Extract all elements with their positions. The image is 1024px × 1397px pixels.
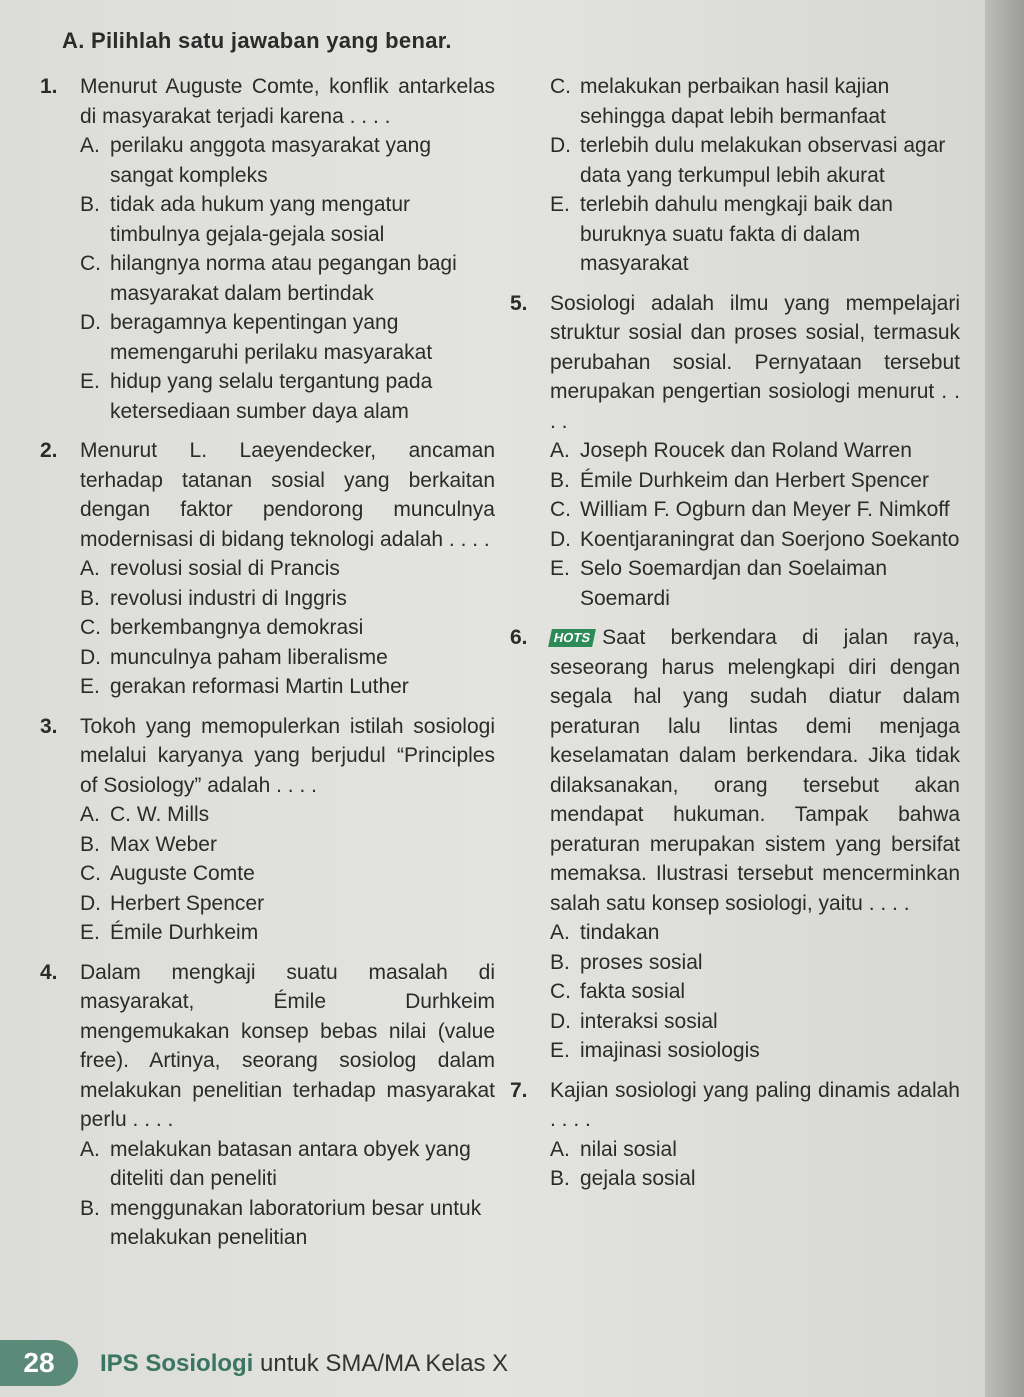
answer-option[interactable] [80,859,495,889]
answer-option[interactable] [550,948,960,978]
option-letter: A. [80,1137,100,1161]
page-footer [0,1338,990,1388]
option-letter: E. [550,193,570,216]
answer-option[interactable] [80,918,495,948]
option-letter: B. [550,468,570,492]
option-letter: C. [550,498,571,521]
answer-option[interactable] [550,131,960,190]
option-text: menggunakan laboratorium besar untuk melakukan penelitian [110,1196,482,1249]
option-text: imajinasi sosiologis [580,1039,760,1062]
answer-option[interactable] [80,367,495,426]
option-text: fakta sosial [580,980,686,1003]
page-number: 28 [0,1340,78,1386]
hots-badge: HOTS [548,629,596,647]
option-letter: B. [80,193,100,216]
option-text: perilaku anggota masyarakat yang sangat kompleks [110,134,432,187]
option-text: munculnya paham liberalisme [110,645,388,669]
answer-option[interactable] [80,830,495,860]
option-text: terlebih dahulu mengkaji baik dan buruknya suatu fakta di dalam masyarakat [580,193,893,275]
option-letter: A. [550,439,570,462]
question-number: 1. [40,75,58,98]
option-letter: E. [80,370,100,393]
option-text: revolusi industri di Inggris [110,586,347,610]
option-letter: C. [80,252,101,275]
answer-option[interactable] [80,131,495,190]
option-text: Koentjaraningrat dan Soerjono Soekanto [580,527,960,551]
question-stem: Sosiologi adalah ilmu yang mempelajari struktur sosial dan proses sosial, termasuk perubahan sosial. Pernyataan tersebut merupakan pengertian sosiologi menurut . . . . [550,291,960,433]
question-text [80,72,495,131]
book-title-bold: IPS Sosiologi [100,1350,254,1377]
option-letter: A. [550,1137,570,1161]
question-1-continued-options [510,72,960,279]
option-text: Max Weber [110,832,217,856]
option-letter: C. [550,75,571,98]
option-text: Selo Soemardjan dan Soelaiman Soemardi [580,557,888,610]
option-letter: E. [550,557,570,580]
option-text: revolusi sosial di Prancis [110,557,340,580]
section-title: A. Pilihlah satu jawaban yang benar. [62,28,452,53]
option-text: tindakan [580,921,660,944]
answer-option[interactable] [550,977,960,1007]
option-letter: D. [550,1009,571,1033]
answer-option[interactable] [80,190,495,249]
question-text [80,958,495,1135]
option-letter: A. [80,134,100,157]
answer-option[interactable] [80,584,495,614]
option-letter: E. [80,675,100,698]
question-text [550,623,960,918]
answer-option[interactable] [80,643,495,673]
question [40,436,495,702]
answer-option[interactable] [550,436,960,466]
option-letter: C. [80,862,101,885]
question-text [550,289,960,437]
book-title [100,1350,508,1378]
option-text: Auguste Comte [110,862,255,885]
answer-option[interactable] [550,1164,960,1194]
option-text: tidak ada hukum yang mengatur timbulnya gejala-gejala sosial [110,193,411,246]
option-text: melakukan perbaikan hasil kajian sehingga dapat lebih bermanfaat [580,75,890,128]
option-text: Émile Durhkeim dan Herbert Spencer [580,468,929,492]
option-text: hidup yang selalu tergantung pada ketersediaan sumber daya alam [110,370,433,423]
option-letter: D. [550,134,571,157]
answer-option[interactable] [80,1135,495,1194]
option-text: berkembangnya demokrasi [110,616,364,639]
question-number: 3. [40,714,58,738]
answer-option[interactable] [550,466,960,496]
question [40,712,495,948]
question-number: 5. [510,291,528,315]
answer-option[interactable] [550,495,960,525]
option-letter: D. [550,527,571,551]
option-letter: E. [550,1039,570,1062]
question-stem: Menurut L. Laeyendecker, ancaman terhadap tatanan sosial yang berkaitan dengan faktor pendorong munculnya modernisasi di bidang teknologi adalah . . . . [80,439,495,551]
question-stem: Dalam mengkaji suatu masalah di masyarakat, Émile Durhkeim mengemukakan konsep bebas nilai (value free). Artinya, seorang sosiolog dalam melakukan penelitian terhadap masyarakat perlu . . . . [80,960,495,1131]
right-column [510,72,960,1204]
question [510,289,960,614]
option-letter: C. [550,980,571,1003]
option-text: nilai sosial [580,1137,677,1161]
question-text [80,712,495,801]
question [40,72,495,426]
page-edge-shadow [985,0,1024,1397]
answer-option[interactable] [550,72,960,131]
question-stem: Kajian sosiologi yang paling dinamis adalah . . . . [550,1078,960,1131]
answer-option[interactable] [80,1194,495,1253]
question [510,623,960,1066]
answer-option[interactable] [80,554,495,584]
question-number: 4. [40,960,58,984]
option-text: gejala sosial [580,1167,696,1190]
question-stem: Menurut Auguste Comte, konflik antarkelas di masyarakat terjadi karena . . . . [80,75,495,128]
option-letter: D. [80,891,101,915]
option-text: William F. Ogburn dan Meyer F. Nimkoff [580,498,950,521]
option-letter: B. [80,832,100,856]
answer-option[interactable] [80,308,495,367]
answer-option[interactable] [550,554,960,613]
answer-option[interactable] [80,800,495,830]
option-letter: A. [550,921,570,944]
answer-option[interactable] [80,613,495,643]
answer-option[interactable] [550,918,960,948]
option-letter: D. [80,311,101,334]
question-stem: Tokoh yang memopulerkan istilah sosiologi melalui karyanya yang berjudul “Principles of Sosiology” adalah . . . . [80,714,495,797]
option-text: gerakan reformasi Martin Luther [110,675,409,698]
option-text: Herbert Spencer [110,891,265,915]
answer-option[interactable] [550,1135,960,1165]
option-text: interaksi sosial [580,1009,718,1033]
option-letter: B. [550,950,570,974]
left-column [40,72,495,1263]
answer-option[interactable] [550,190,960,279]
answer-option[interactable] [80,889,495,919]
question-number: 7. [510,1078,528,1102]
option-text: Émile Durhkeim [110,921,259,944]
answer-option[interactable] [80,672,495,702]
answer-option[interactable] [550,525,960,555]
answer-option[interactable] [80,249,495,308]
option-letter: D. [80,645,101,669]
question-text [550,1076,960,1135]
answer-option[interactable] [550,1036,960,1066]
option-letter: B. [80,586,100,610]
option-letter: B. [80,1196,100,1220]
option-text: hilangnya norma atau pegangan bagi masyarakat dalam bertindak [110,252,457,305]
option-text: proses sosial [580,950,703,974]
question-stem: Saat berkendara di jalan raya, seseorang harus melengkapi diri dengan segala hal yang sudah diatur dalam peraturan lalu lintas demi menjaga keselamatan dalam berkendara. Jika tidak dilaksanakan, orang tersebut akan mendapat hukuman. Tampak bahwa peraturan merupakan sistem yang bersifat memaksa. Ilustrasi tersebut mencerminkan salah satu konsep sosiologi, yaitu . . . . [550,626,960,915]
book-title-rest: untuk SMA/MA Kelas X [253,1350,509,1377]
option-letter: B. [550,1167,570,1190]
option-text: beragamnya kepentingan yang memengaruhi perilaku masyarakat [110,311,433,364]
option-letter: C. [80,616,101,639]
question-number: 6. [510,626,528,649]
answer-option[interactable] [550,1007,960,1037]
question-text [80,436,495,554]
question [510,1076,960,1194]
option-letter: A. [80,803,100,826]
option-text: terlebih dulu melakukan observasi agar data yang terkumpul lebih akurat [580,134,946,187]
option-text: C. W. Mills [110,803,210,826]
option-letter: E. [80,921,100,944]
option-text: Joseph Roucek dan Roland Warren [580,439,912,462]
option-text: melakukan batasan antara obyek yang diteliti dan peneliti [110,1137,471,1190]
question [40,958,495,1253]
option-letter: A. [80,557,100,580]
question-number: 2. [40,439,58,462]
